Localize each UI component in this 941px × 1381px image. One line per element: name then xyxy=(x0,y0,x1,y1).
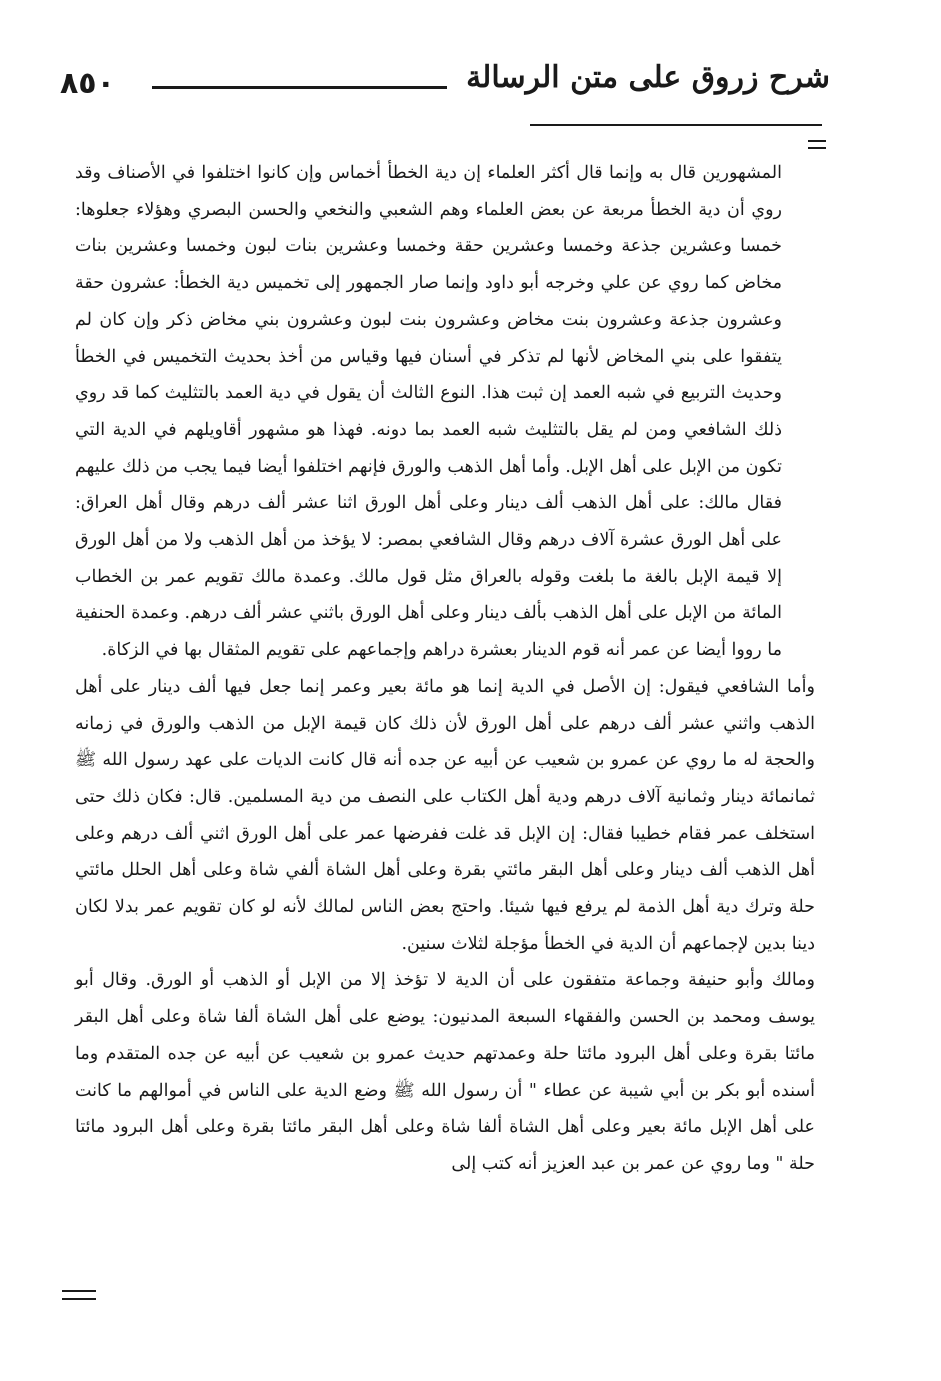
paragraph-2: وأما الشافعي فيقول: إن الأصل في الدية إنما هو مائة بعير وعمر إنما جعل فيها ألف دينار على أهل الذهب واثني عشر ألف درهم على أهل الورق لأن ذلك كان قيمة الإبل من الذهب والورق في زمانه والحجة له ما روي عن عمرو بن شعيب عن أبيه عن جده أنه قال كانت الديات على عهد رسول الله ﷺ ثمانمائة دينار وثمانية آلاف درهم ودية أهل الكتاب على النصف من دية المسلمين. قال: فكان ذلك حتى استخلف عمر فقام خطيبا فقال: إن الإبل قد غلت ففرضها عمر على أهل الورق اثني ألف درهم وعلى أهل الذهب ألف دينار وعلى أهل البقر مائتي بقرة وعلى أهل الشاة ألفي شاة وعلى أهل الحلل مائتي حلة وترك دية أهل الذمة لم يرفع فيها شيئا. واحتج بعض الناس لمالك لأنه لو كان تقويم عمر بدلا لكان دينا بدين لإجماعهم أن الدية في الخطأ مؤجلة لثلاث سنين. xyxy=(75,676,815,954)
paragraph-1: المشهورين قال به وإنما قال أكثر العلماء إن دية الخطأ أخماس وإن كانوا اختلفوا في الأصناف وقد روي أن دية الخطأ مربعة عن بعض العلماء وهم الشعبي والنخعي والحسن البصري وهؤلاء جعلوها: خمسا وعشرين جذعة وخمسا وعشرين حقة وخمسا وعشرين بنات لبون وخمسا وعشرين بنات مخاض كما روي عن علي وخرجه أبو داود وإنما صار الجمهور إلى تخميس دية الخطأ: عشرون حقة وعشرون جذعة وعشرون بنت مخاض وعشرون بنت لبون وعشرون بني مخاض ذكر وإن كان لم يتفقوا على بني المخاض لأنها لم تذكر في أسنان فيها وقياس من أخذ بحديث التخميس في الخطأ وحديث التربيع في شبه العمد إن ثبت هذا. النوع الثالث أن يقول في دية العمد بالتثليث كما قد روي ذلك الشافعي ومن لم يقل بالتثليث شبه العمد بما دونه. فهذا هو مشهور أقاويلهم في الدية التي تكون من الإبل على أهل الإبل. وأما أهل الذهب والورق فإنهم اختلفوا أيضا فيما يجب من ذلك عليهم فقال مالك: على أهل الذهب ألف دينار وعلى أهل الورق اثنا عشر ألف درهم وقال أهل العراق: على أهل الورق عشرة آلاف درهم وقال الشافعي بمصر: لا يؤخذ من أهل الذهب ولا من أهل الورق إلا قيمة الإبل بالغة ما بلغت وقوله بالعراق مثل قول مالك. وعمدة مالك تقويم عمر بن الخطاب المائة من الإبل على أهل الذهب بألف دينار وعلى أهل الورق باثني عشر ألف درهم. وعمدة الحنفية ما رووا أيضا عن عمر أنه قوم الدينار بعشرة دراهم وإجماعهم على تقويم المثقال بها في الزكاة. xyxy=(75,163,782,661)
paragraph-3: ومالك وأبو حنيفة وجماعة متفقون على أن الدية لا تؤخذ إلا من الإبل أو الذهب أو الورق. وقال أبو يوسف ومحمد بن الحسن والفقهاء السبعة المدنيون: يوضع على أهل الشاة ألفا شاة وعلى أهل البقر مائتا بقرة وعلى أهل البرود مائتا حلة وعمدتهم حديث عمرو بن شعيب عن أبيه عن جده المتقدم وما أسنده أبو بكر بن أبي شيبة عن عطاء " أن رسول الله ﷺ وضع الدية على الناس في أموالهم ما كانت على أهل الإبل مائة بعير وعلى أهل الشاة ألفا شاة وعلى أهل البقر مائتا بقرة وعلى أهل البرود مائتا حلة " وما روي عن عمر بن عبد العزيز أنه كتب إلى xyxy=(75,970,815,1174)
page-number: ٨٥٠ xyxy=(60,66,115,101)
continuation-end-mark-icon xyxy=(62,1290,96,1306)
page-header xyxy=(60,62,830,106)
continuation-mark-icon xyxy=(808,140,826,154)
header-rule xyxy=(152,86,447,89)
main-text xyxy=(75,155,815,1183)
book-title: شرح زروق على متن الرسالة xyxy=(466,60,830,95)
footnote-separator-rule xyxy=(530,124,822,126)
